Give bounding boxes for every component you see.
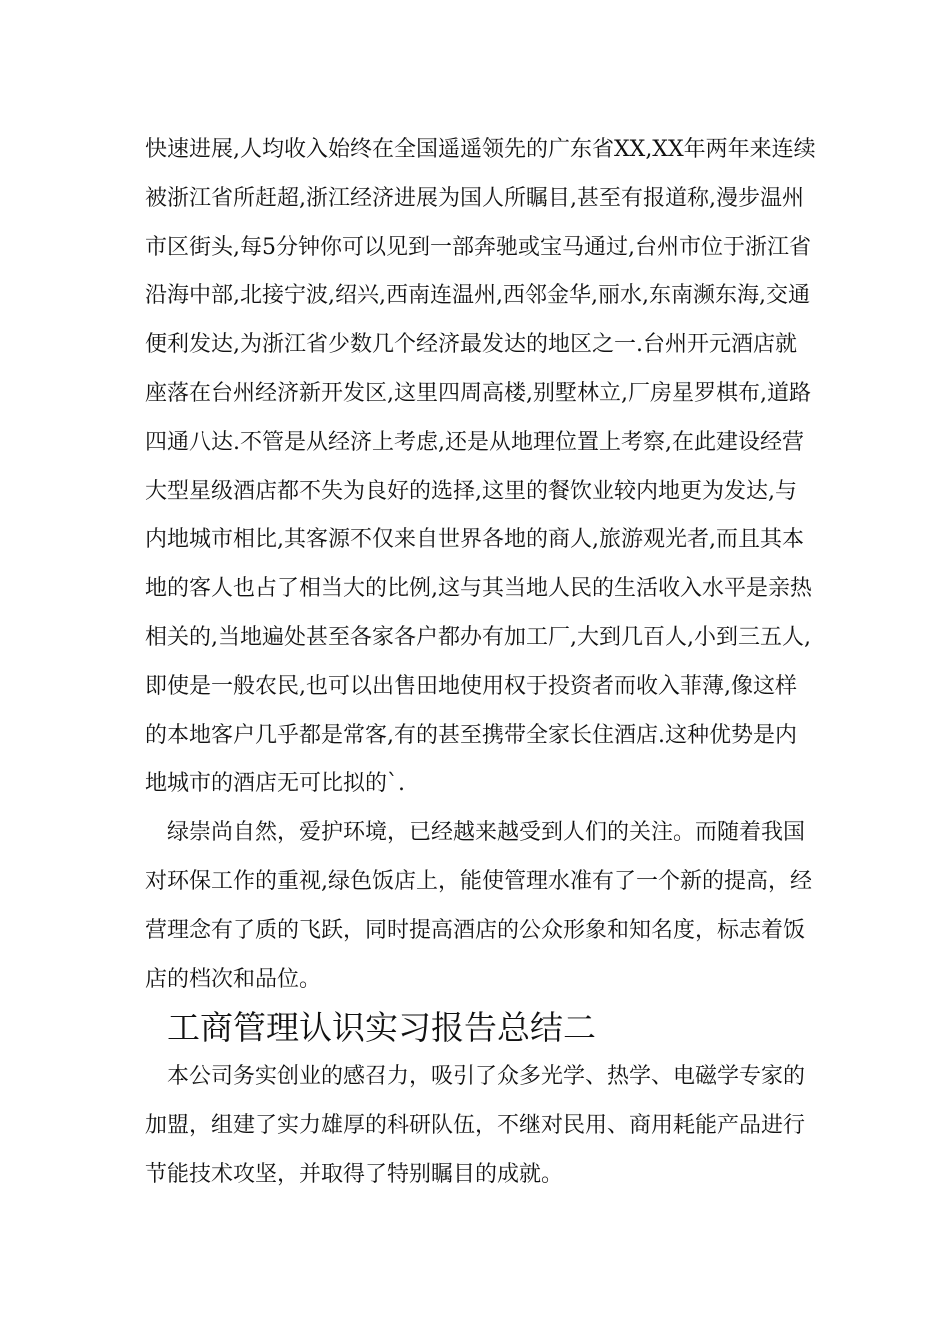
section-heading: 工商管理认识实习报告总结二 (167, 1008, 596, 1048)
paragraph-company-research: 本公司务实创业的感召力，吸引了众多光学、热学、电磁学专家的加盟，组建了实力雄厚的科研队伍，不继对民用、商用耗能产品进行节能技术攻坚，并取得了特别瞩目的成就。 (145, 1064, 806, 1187)
paragraph-green-hotel: 绿崇尚自然，爱护环境，已经越来越受到人们的关注。而随着我国对环保工作的重视,绿色饭店上，能使管理水准有了一个新的提高，经营理念有了质的飞跃，同时提高酒店的公众形象和知名度，标志着饭店的档次和品位。 (145, 820, 812, 992)
document-content (145, 126, 817, 1200)
paragraph-hotel-market: 快速进展,人均收入始终在全国遥遥领先的广东省XX,XX年两年来连续被浙江省所赶超,浙江经济进展为国人所瞩目,甚至有报道称,漫步温州市区街头,每5分钟你可以见到一部奔驰或宝马通过,台州市位于浙江省沿海中部,北接宁波,绍兴,西南连温州,西邻金华,丽水,东南濒东海,交通便利发达,为浙江省少数几个经济最发达的地区之一.台州开元酒店就座落在台州经济新开发区,这里四周高楼,别墅林立,厂房星罗棋布,道路四通八达.不管是从经济上考虑,还是从地理位置上考察,在此建设经营大型星级酒店都不失为良好的选择,这里的餐饮业较内地更为发达,与内地城市相比,其客源不仅来自世界各地的商人,旅游观光者,而且其本地的客人也占了相当大的比例,这与其当地人民的生活收入水平是亲热相关的,当地遍处甚至各家各户都办有加工厂,大到几百人,小到三五人,即使是一般农民,也可以出售田地使用权于投资者而收入菲薄,像这样的本地客户几乎都是常客,有的甚至携带全家长住酒店.这种优势是内地城市的酒店无可比拟的`. (145, 137, 816, 797)
